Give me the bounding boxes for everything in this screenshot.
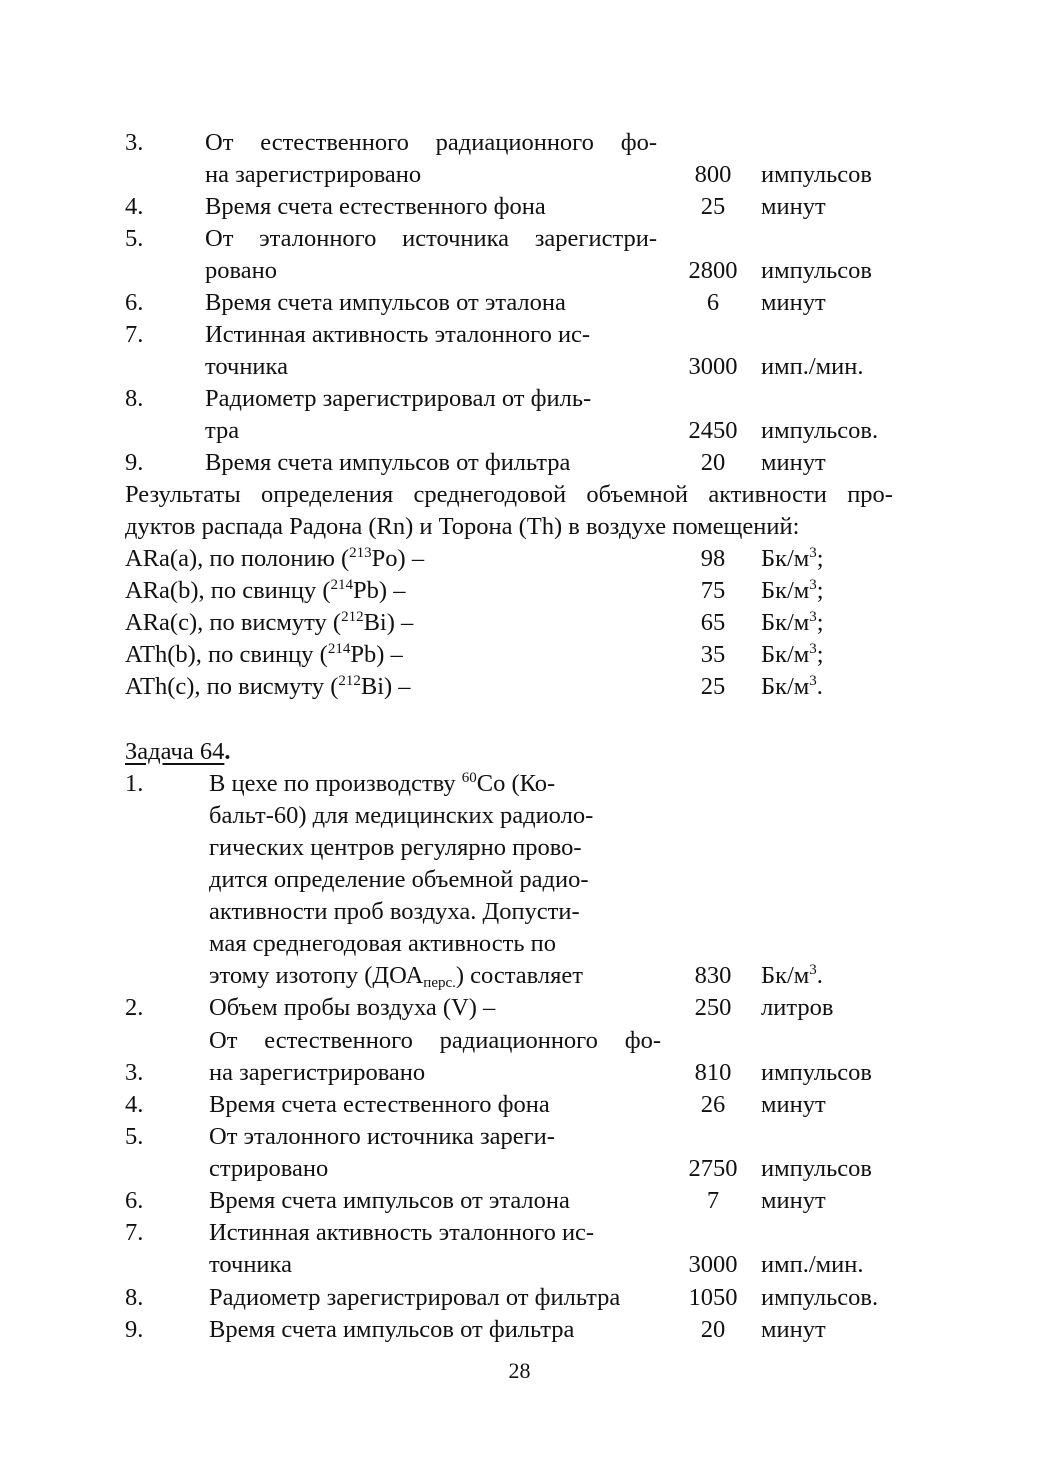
item-value: 3000 [688,1251,738,1278]
word: естественного [264,1027,413,1054]
result-value: 65 [700,609,726,636]
result-label: ATh(b), по свинцу ($^{214}$Pb) – [125,641,403,668]
word: Результаты [125,481,241,508]
item-text-line: Объем пробы воздуха (V) – [209,994,496,1021]
item-unit: импульсов [761,1155,872,1182]
result-unit: $Бк/м^3$; [761,641,824,668]
result-value: 75 [700,577,726,604]
item-text-line: Время счета импульсов от эталона [205,289,566,316]
item-number: 4. [125,193,144,220]
item-text-line: бальт-60) для медицинских радиоло- [209,802,594,829]
item-text-line: Время счета естественного фона [209,1091,550,1118]
item-text-line: точника [209,1251,292,1278]
item-text-line: тра [205,417,240,444]
item-text-line: Истинная активность эталонного ис- [209,1219,595,1246]
result-label: ARa(a), по полонию ($^{213}$Po) – [125,545,425,572]
word: среднегодовой [413,481,567,508]
item-text-line: Время счета импульсов от фильтра [209,1316,575,1343]
item-number: 7. [125,1219,144,1246]
word: определения [261,481,394,508]
item-text-line: От эталонного источника зареги- [209,1123,555,1150]
item-number: 5. [125,225,144,252]
item-text-line: В цехе по производству $^{60}$Co (Ко- [209,770,556,797]
word: про- [847,481,893,508]
item-number: 2. [125,994,144,1021]
item-number: 1. [125,770,144,797]
item-text-line [205,127,657,159]
item-unit: импульсов. [761,1284,879,1311]
item-text-line: Время счета импульсов от эталона [209,1187,570,1214]
item-number: 5. [125,1123,144,1150]
word: радиационного [439,1027,598,1054]
item-number: 6. [125,1187,144,1214]
result-unit: $Бк/м^3$; [761,545,824,572]
item-text-line: мая среднегодовая активность по [209,930,556,957]
item-value: 26 [700,1091,726,1118]
word: радиационного [435,129,594,156]
result-label: ATh(c), по висмуту ($^{212}$Bi) – [125,673,411,700]
item-text-line: Время счета импульсов от фильтра [205,449,571,476]
item-unit: импульсов. [761,417,879,444]
results-intro-line [125,479,893,511]
item-unit: импульсов [761,1059,872,1086]
item-number: 7. [125,321,144,348]
item-number: 3. [125,129,144,156]
item-text-line [209,1025,661,1057]
results-intro-line: дуктов распада Радона (Rn) и Торона (Th) в воздухе помещений: [125,513,800,540]
item-text-line: стрировано [209,1155,329,1182]
item-unit: минут [761,193,826,220]
item-unit: импульсов [761,161,872,188]
item-value: 810 [694,1059,732,1086]
item-unit: имп./мин. [761,1251,864,1278]
item-value: 2450 [688,417,738,444]
item-unit: минут [761,1091,826,1118]
item-value: 250 [694,994,732,1021]
item-value: 25 [700,193,726,220]
item-text-line [205,223,657,255]
word: эталонного [259,225,377,252]
word: объемной [586,481,689,508]
item-unit: минут [761,289,826,316]
item-text-line: дится определение объемной радио- [209,866,589,893]
item-unit: минут [761,1316,826,1343]
item-text-line: этому изотопу $(ДОА_{перс.})$ составляет [209,962,583,991]
result-value: 98 [700,545,726,572]
item-number: 8. [125,1284,144,1311]
word: источника [402,225,510,252]
result-unit: $Бк/м^3$. [761,673,823,700]
item-value: 1050 [688,1284,738,1311]
item-unit: литров [761,994,834,1021]
word: зарегистри- [534,225,657,252]
item-text-line: на зарегистрировано [205,161,422,188]
item-text-line: активности проб воздуха. Допусти- [209,898,580,925]
item-number: 6. [125,289,144,316]
word: От [205,225,234,252]
item-value: 830 [694,962,732,989]
page-number: 28 [508,1358,531,1383]
item-unit: имп./мин. [761,353,864,380]
item-unit: $Бк/м^3$. [761,962,823,989]
word: фо- [620,129,657,156]
word: От [209,1027,238,1054]
item-text-line: гических центров регулярно прово- [209,834,582,861]
item-text-line: на зарегистрировано [209,1059,426,1086]
item-unit: минут [761,449,826,476]
item-value: 3000 [688,353,738,380]
item-text-line: Радиометр зарегистрировал от филь- [205,385,592,412]
item-text-line: Время счета естественного фона [205,193,546,220]
result-label: ARa(b), по свинцу ($^{214}$Pb) – [125,577,406,604]
item-number: 9. [125,1316,144,1343]
item-unit: импульсов [761,257,872,284]
item-text-line: ровано [205,257,277,284]
item-unit: минут [761,1187,826,1214]
item-value: 800 [694,161,732,188]
word: естественного [260,129,409,156]
task-heading: Задача 64. [125,738,231,765]
item-number: 4. [125,1091,144,1118]
item-text-line: Радиометр зарегистрировал от фильтра [209,1284,621,1311]
item-value: 6 [706,289,720,316]
item-text-line: Истинная активность эталонного ис- [205,321,591,348]
item-text-line: точника [205,353,288,380]
item-number: 3. [125,1059,144,1086]
item-number: 9. [125,449,144,476]
item-value: 7 [706,1187,720,1214]
word: активности [708,481,827,508]
result-value: 25 [700,673,726,700]
item-value: 20 [700,1316,726,1343]
item-value: 2750 [688,1155,738,1182]
result-label: ARa(c), по висмуту ($^{212}$Bi) – [125,609,414,636]
item-number: 8. [125,385,144,412]
result-unit: $Бк/м^3$; [761,609,824,636]
word: От [205,129,234,156]
result-unit: $Бк/м^3$; [761,577,824,604]
result-value: 35 [700,641,726,668]
word: фо- [624,1027,661,1054]
item-value: 20 [700,449,726,476]
item-value: 2800 [688,257,738,284]
